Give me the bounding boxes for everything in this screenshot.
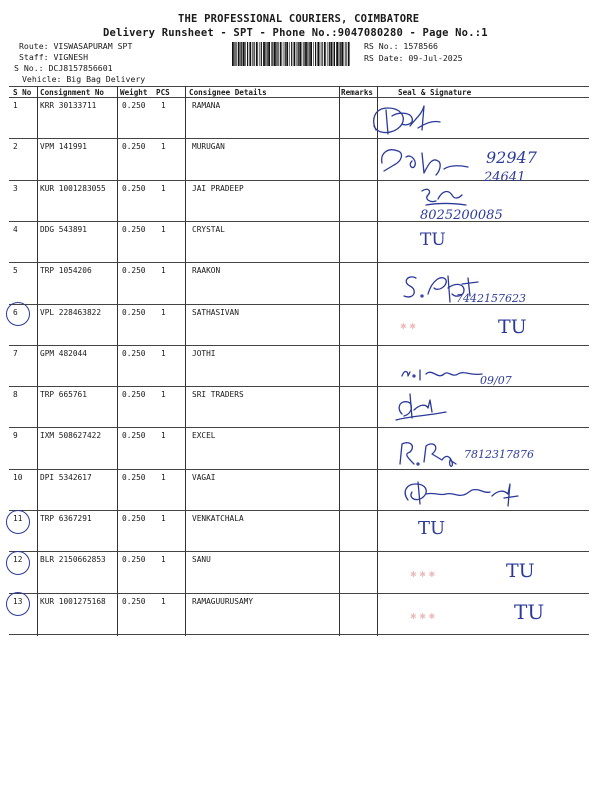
col-header: S No: [13, 88, 32, 97]
cell-wt: 0.250: [122, 183, 146, 193]
cell-pcs: 1: [161, 390, 166, 400]
circled-row-marker: [6, 592, 30, 616]
cell-wt: 0.250: [122, 101, 146, 110]
cell-wt: 0.250: [122, 307, 146, 317]
circled-row-marker: [6, 302, 30, 326]
cell-wt: 0.250: [122, 514, 146, 523]
cell-wt: 0.250: [122, 266, 146, 276]
barcode-bar: [333, 42, 334, 66]
cell-sno: 1: [13, 101, 18, 110]
handwritten-number: 92947: [486, 148, 537, 167]
barcode-bar: [294, 42, 296, 66]
col-divider: [185, 86, 186, 636]
col-divider: [117, 86, 118, 636]
barcode-bar: [249, 42, 251, 66]
circled-row-marker: [6, 510, 30, 534]
cell-sno: 4: [13, 224, 18, 234]
handwritten-tu: TU: [514, 600, 545, 624]
cell-sno: 10: [13, 472, 23, 482]
barcode-bar: [254, 42, 255, 66]
barcode-bar: [252, 42, 253, 66]
signature-row-10: [400, 478, 525, 508]
row-rule: [9, 510, 589, 511]
cell-cn: DDG 543891: [40, 224, 87, 234]
barcode-bar: [309, 42, 310, 66]
cell-cn: KUR 1001275168: [40, 596, 106, 606]
row-rule: [9, 593, 589, 594]
rs-date-label: RS Date: 09-Jul-2025: [364, 53, 463, 63]
cell-name: EXCEL: [192, 431, 216, 441]
barcode-bar: [241, 42, 242, 66]
cell-name: SATHASIVAN: [192, 307, 239, 317]
barcode-bar: [336, 42, 338, 66]
cell-name: SRI TRADERS: [192, 390, 244, 400]
barcode-bar: [235, 42, 236, 66]
cell-cn: KUR 1001283055: [40, 183, 106, 193]
signature-row-3: [418, 183, 478, 209]
circled-row-marker: [6, 551, 30, 575]
barcode-bar: [344, 42, 345, 66]
barcode-bar: [263, 42, 265, 66]
barcode-bar: [348, 42, 350, 66]
barcode-bar: [259, 42, 260, 66]
barcode-bar: [232, 42, 234, 66]
barcode-bar: [234, 42, 235, 66]
barcode-bar: [313, 42, 314, 66]
handwritten-phone: 7812317876: [464, 448, 534, 461]
handwritten-tu: TU: [498, 316, 527, 338]
barcode-bar: [340, 42, 341, 66]
barcode-bar: [261, 42, 262, 66]
cell-wt: 0.250: [122, 431, 146, 441]
cell-wt: 0.250: [122, 348, 146, 358]
barcode-bar: [291, 42, 292, 66]
barcode-bar: [268, 42, 270, 66]
barcode-bar: [305, 42, 307, 66]
barcode-bar: [243, 42, 245, 66]
faded-stamp: ✱ ✱ ✱: [410, 570, 436, 579]
cell-wt: 0.250: [122, 224, 146, 234]
cell-sno: 8: [13, 390, 18, 400]
vehicle-label: Vehicle: Big Bag Delivery: [22, 74, 146, 84]
barcode-bar: [299, 42, 301, 66]
cell-pcs: 1: [161, 142, 166, 152]
barcode-bar: [310, 42, 312, 66]
barcode-bar: [276, 42, 277, 66]
cell-sno: 5: [13, 266, 18, 276]
cell-cn: VPM 141991: [40, 142, 87, 152]
cell-sno: 3: [13, 183, 18, 193]
handwritten-phone: 7442157623: [456, 292, 526, 305]
signature-row-8: [392, 390, 452, 424]
col-header: PCS: [156, 88, 170, 97]
cell-sno: 6: [13, 307, 18, 317]
faded-stamp: ✱ ✱ ✱: [410, 612, 436, 621]
cell-sno: 13: [13, 596, 23, 606]
cell-wt: 0.250: [122, 472, 146, 482]
cell-sno: 2: [13, 142, 18, 152]
barcode-bar: [298, 42, 299, 66]
handwritten-phone: 8025200085: [420, 208, 503, 223]
barcode-bar: [272, 42, 273, 66]
barcode-bar: [285, 42, 286, 66]
cell-pcs: 1: [161, 431, 166, 441]
cell-cn: TRP 6367291: [40, 514, 92, 523]
route-label: Route: VISWASAPURAM SPT: [19, 41, 133, 51]
rs-no-label: RS No.: 1578566: [364, 41, 438, 51]
barcode-bar: [238, 42, 240, 66]
barcode-bar: [247, 42, 248, 66]
cell-cn: KRR 30133711: [40, 101, 97, 110]
table-header-rule: [9, 97, 589, 98]
barcode-bar: [334, 42, 335, 66]
cell-cn: VPL 228463822: [40, 307, 102, 317]
cell-wt: 0.250: [122, 596, 146, 606]
cell-sno: 12: [13, 555, 23, 565]
barcode-bar: [339, 42, 340, 66]
cell-pcs: 1: [161, 101, 166, 110]
col-header: Remarks: [341, 88, 374, 97]
cell-wt: 0.250: [122, 390, 146, 400]
barcode-bar: [324, 42, 326, 66]
barcode-bar: [286, 42, 288, 66]
handwritten-tu: TU: [418, 518, 446, 539]
col-header: Consignment No: [40, 88, 105, 97]
cell-name: SANU: [192, 555, 211, 565]
cell-name: RAMANA: [192, 101, 221, 110]
row-rule: [9, 138, 589, 139]
faded-stamp: ✱ ✱: [400, 322, 416, 331]
signature-row-7: [398, 364, 488, 386]
cell-pcs: 1: [161, 307, 166, 317]
handwritten-tu: TU: [420, 230, 446, 250]
signature-row-9: [394, 438, 474, 470]
cell-sno: 11: [13, 514, 23, 523]
cell-name: JAI PRADEEP: [192, 183, 244, 193]
row-rule: [9, 427, 589, 428]
cell-name: RAMAGUURUSAMY: [192, 596, 254, 606]
cell-name: JOTHI: [192, 348, 216, 358]
cell-pcs: 1: [161, 183, 166, 193]
signature-row-1: [366, 100, 446, 142]
handwritten-date: 09/07: [480, 374, 512, 387]
barcode-bar: [329, 42, 330, 66]
cell-pcs: 1: [161, 472, 166, 482]
cell-name: CRYSTAL: [192, 224, 225, 234]
cell-cn: TRP 665761: [40, 390, 87, 400]
barcode-bar: [277, 42, 278, 66]
barcode-bar: [327, 42, 328, 66]
barcode-bar: [315, 42, 316, 66]
col-header: Weight: [120, 88, 148, 97]
company-title: THE PROFESSIONAL COURIERS, COIMBATORE: [178, 13, 420, 25]
cell-name: VAGAI: [192, 472, 216, 482]
cell-pcs: 1: [161, 514, 166, 523]
row-rule: [9, 634, 589, 635]
row-rule: [9, 262, 589, 263]
cell-cn: GPM 482044: [40, 348, 87, 358]
cell-pcs: 1: [161, 555, 166, 565]
barcode-bar: [274, 42, 276, 66]
row-rule: [9, 551, 589, 552]
barcode-bar: [245, 42, 246, 66]
barcode-bar: [289, 42, 290, 66]
sno-label: S No.: DCJ8157856601: [14, 63, 113, 73]
barcode-bar: [317, 42, 319, 66]
barcode-bar: [271, 42, 272, 66]
col-divider: [339, 86, 340, 636]
cell-cn: IXM 508627422: [40, 431, 102, 441]
cell-pcs: 1: [161, 224, 166, 234]
barcode-bar: [307, 42, 308, 66]
col-header: Seal & Signature: [398, 88, 472, 97]
handwritten-tu: TU: [506, 560, 535, 582]
barcode-bar: [297, 42, 298, 66]
cell-name: VENKATCHALA: [192, 514, 244, 523]
cell-wt: 0.250: [122, 555, 146, 565]
cell-pcs: 1: [161, 266, 166, 276]
cell-name: MURUGAN: [192, 142, 225, 152]
cell-cn: TRP 1054206: [40, 266, 92, 276]
staff-label: Staff: VIGNESH: [19, 52, 89, 62]
col-header: Consignee Details: [189, 88, 267, 97]
row-rule: [9, 345, 589, 346]
barcode-bar: [283, 42, 284, 66]
barcode-bar: [341, 42, 343, 66]
barcode-bar: [240, 42, 241, 66]
cell-pcs: 1: [161, 348, 166, 358]
barcode-bar: [267, 42, 268, 66]
cell-sno: 9: [13, 431, 18, 441]
barcode-bar: [322, 42, 323, 66]
cell-sno: 7: [13, 348, 18, 358]
row-rule: [9, 469, 589, 470]
barcode: [232, 42, 352, 66]
cell-pcs: 1: [161, 596, 166, 606]
table-top-rule: [9, 86, 589, 87]
barcode-bar: [303, 42, 304, 66]
cell-wt: 0.250: [122, 142, 146, 152]
cell-cn: BLR 2150662853: [40, 555, 106, 565]
barcode-bar: [280, 42, 282, 66]
barcode-bar: [330, 42, 332, 66]
cell-cn: DPI 5342617: [40, 472, 92, 482]
barcode-bar: [320, 42, 321, 66]
col-divider: [37, 86, 38, 636]
barcode-bar: [302, 42, 303, 66]
handwritten-number: 24641: [484, 170, 526, 185]
barcode-bar: [265, 42, 266, 66]
signature-row-2: [378, 143, 488, 177]
barcode-bar: [345, 42, 346, 66]
cell-name: RAAKON: [192, 266, 221, 276]
barcode-bar: [256, 42, 258, 66]
runsheet-title: Delivery Runsheet - SPT - Phone No.:9047080280 - Page No.:1: [103, 27, 488, 39]
